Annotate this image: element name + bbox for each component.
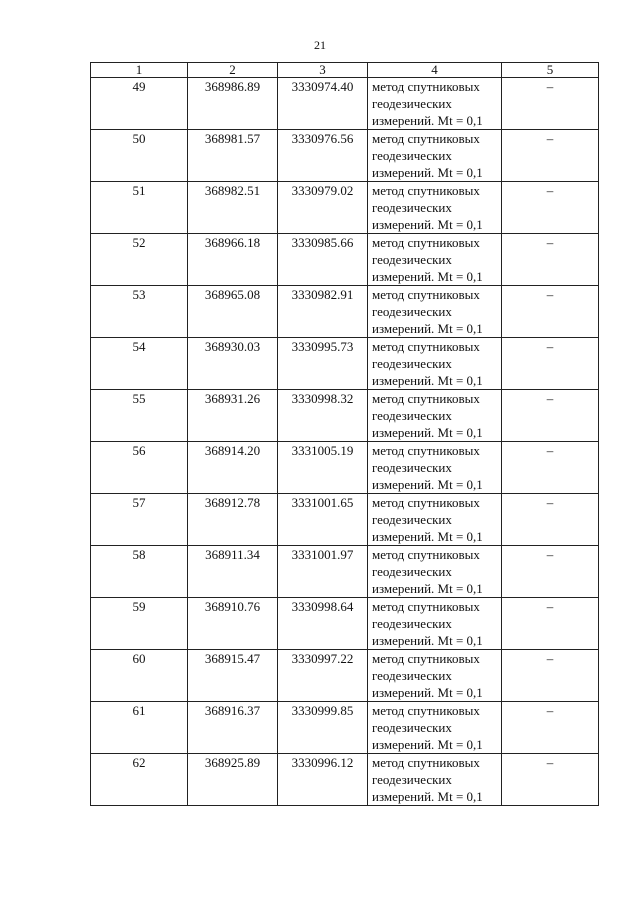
point-number: 51: [91, 182, 188, 234]
coordinate-y: 3331001.97: [278, 546, 368, 598]
coordinate-y: 3330997.22: [278, 650, 368, 702]
coordinate-x: 368910.76: [188, 598, 278, 650]
table-row: [91, 390, 599, 442]
method-description: метод спутниковых геодезических измерений. Mt = 0,1: [368, 494, 502, 546]
method-description: метод спутниковых геодезических измерений. Mt = 0,1: [368, 754, 502, 806]
coordinate-y: 3330998.64: [278, 598, 368, 650]
method-description: метод спутниковых геодезических измерений. Mt = 0,1: [368, 546, 502, 598]
method-description: метод спутниковых геодезических измерений. Mt = 0,1: [368, 78, 502, 130]
coordinate-x: 368982.51: [188, 182, 278, 234]
table-row: [91, 702, 599, 754]
method-description: метод спутниковых геодезических измерений. Mt = 0,1: [368, 702, 502, 754]
column-header-3: 3: [278, 63, 368, 78]
coordinate-y: 3331005.19: [278, 442, 368, 494]
coordinate-x: 368981.57: [188, 130, 278, 182]
coordinate-x: 368966.18: [188, 234, 278, 286]
point-number: 61: [91, 702, 188, 754]
coordinate-y: 3330995.73: [278, 338, 368, 390]
coordinate-x: 368912.78: [188, 494, 278, 546]
column-5-value: –: [502, 598, 599, 650]
coordinate-x: 368911.34: [188, 546, 278, 598]
method-description: метод спутниковых геодезических измерений. Mt = 0,1: [368, 442, 502, 494]
page-number: 21: [314, 38, 326, 52]
table-row: [91, 442, 599, 494]
coordinate-y: 3330985.66: [278, 234, 368, 286]
point-number: 56: [91, 442, 188, 494]
point-number: 57: [91, 494, 188, 546]
coordinate-y: 3330979.02: [278, 182, 368, 234]
column-5-value: –: [502, 390, 599, 442]
method-description: метод спутниковых геодезических измерений. Mt = 0,1: [368, 130, 502, 182]
column-5-value: –: [502, 754, 599, 806]
method-description: метод спутниковых геодезических измерений. Mt = 0,1: [368, 182, 502, 234]
table-row: [91, 598, 599, 650]
coordinate-y: 3330982.91: [278, 286, 368, 338]
table-row: [91, 546, 599, 598]
coordinate-y: 3330976.56: [278, 130, 368, 182]
point-number: 53: [91, 286, 188, 338]
column-5-value: –: [502, 130, 599, 182]
column-header-1: 1: [91, 63, 188, 78]
column-5-value: –: [502, 78, 599, 130]
table-row: [91, 182, 599, 234]
method-description: метод спутниковых геодезических измерений. Mt = 0,1: [368, 598, 502, 650]
table-row: [91, 78, 599, 130]
table-header-row: [91, 63, 599, 78]
point-number: 59: [91, 598, 188, 650]
coordinate-y: 3331001.65: [278, 494, 368, 546]
table-row: [91, 234, 599, 286]
table-row: [91, 650, 599, 702]
coordinate-x: 368931.26: [188, 390, 278, 442]
coordinate-y: 3330996.12: [278, 754, 368, 806]
table-row: [91, 338, 599, 390]
coordinate-x: 368925.89: [188, 754, 278, 806]
table-row: [91, 494, 599, 546]
coordinate-x: 368930.03: [188, 338, 278, 390]
method-description: метод спутниковых геодезических измерений. Mt = 0,1: [368, 234, 502, 286]
column-header-5: 5: [502, 63, 599, 78]
table-row: [91, 286, 599, 338]
coordinate-x: 368915.47: [188, 650, 278, 702]
column-5-value: –: [502, 702, 599, 754]
column-5-value: –: [502, 234, 599, 286]
point-number: 52: [91, 234, 188, 286]
column-5-value: –: [502, 338, 599, 390]
method-description: метод спутниковых геодезических измерений. Mt = 0,1: [368, 390, 502, 442]
coordinates-table: [90, 62, 599, 806]
column-5-value: –: [502, 182, 599, 234]
coordinate-x: 368914.20: [188, 442, 278, 494]
coordinate-y: 3330998.32: [278, 390, 368, 442]
coordinate-y: 3330974.40: [278, 78, 368, 130]
column-5-value: –: [502, 650, 599, 702]
point-number: 58: [91, 546, 188, 598]
method-description: метод спутниковых геодезических измерений. Mt = 0,1: [368, 650, 502, 702]
point-number: 60: [91, 650, 188, 702]
point-number: 54: [91, 338, 188, 390]
point-number: 49: [91, 78, 188, 130]
column-5-value: –: [502, 442, 599, 494]
coordinate-y: 3330999.85: [278, 702, 368, 754]
point-number: 62: [91, 754, 188, 806]
column-5-value: –: [502, 546, 599, 598]
column-5-value: –: [502, 286, 599, 338]
column-header-4: 4: [368, 63, 502, 78]
table-row: [91, 130, 599, 182]
coordinate-x: 368986.89: [188, 78, 278, 130]
point-number: 50: [91, 130, 188, 182]
point-number: 55: [91, 390, 188, 442]
table-row: [91, 754, 599, 806]
column-5-value: –: [502, 494, 599, 546]
column-header-2: 2: [188, 63, 278, 78]
method-description: метод спутниковых геодезических измерений. Mt = 0,1: [368, 286, 502, 338]
method-description: метод спутниковых геодезических измерений. Mt = 0,1: [368, 338, 502, 390]
coordinate-x: 368916.37: [188, 702, 278, 754]
coordinate-x: 368965.08: [188, 286, 278, 338]
